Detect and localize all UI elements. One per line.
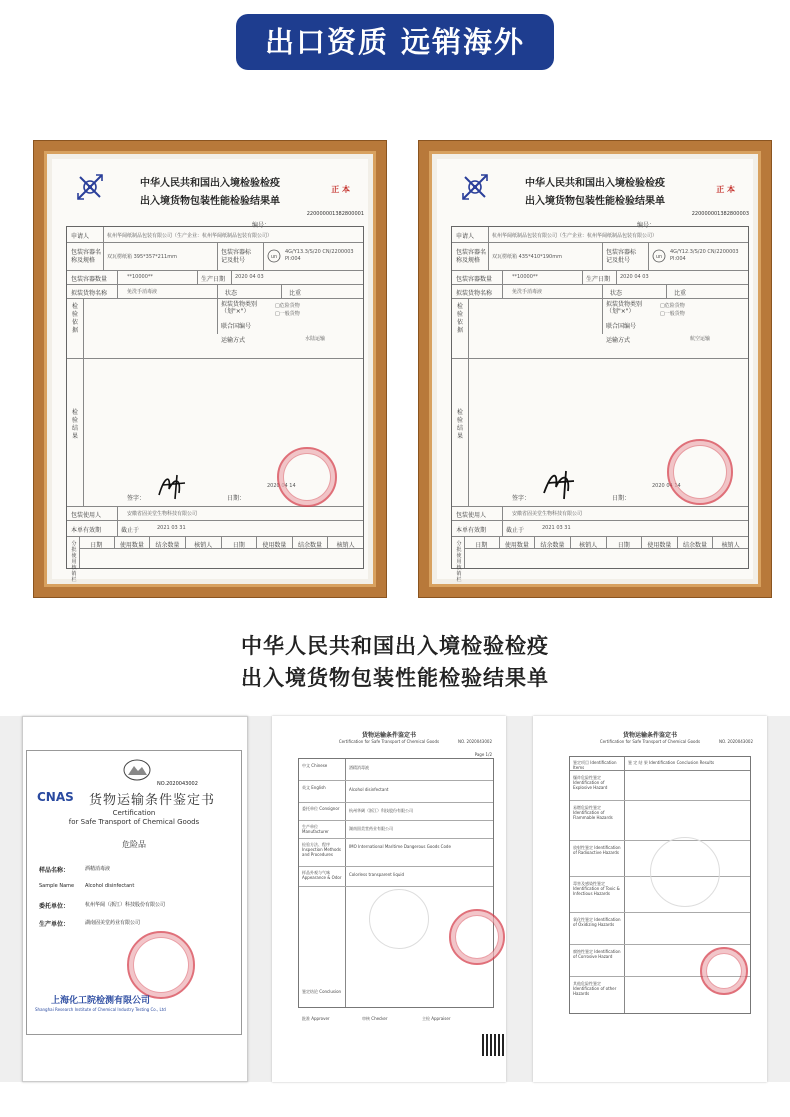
inspection-seal-icon [667, 439, 733, 505]
validity-label: 本单有效期 [456, 527, 487, 534]
report2-conclusion: 鉴定结论 Conclusion [302, 989, 342, 994]
col-remaining: 结余数量 [292, 537, 328, 548]
basis-label: 检验依据 [456, 303, 463, 334]
state-label: 状态 [610, 290, 623, 297]
mark-value: 4G/Y12.3/S/20 CN/2200003 PI:004 [670, 249, 739, 262]
qr-code-icon [482, 1034, 504, 1056]
report3-no: NO. 2020043002 [719, 739, 753, 744]
un-label: 联合国编号 [221, 323, 252, 330]
maker-value: 湖南固美堂药业有限公司 [85, 920, 141, 926]
validity-text: 截止于 [506, 527, 525, 534]
batch-label: 分批使用核销栏 [71, 541, 77, 583]
signature-icon [155, 471, 195, 501]
report2-subtitle: Certification for Safe Transport of Chemical Goods [338, 739, 440, 744]
result-label: 检验结果 [71, 409, 78, 440]
sample-en-value: Alcohol disinfectant [85, 883, 135, 889]
cert-table [66, 226, 364, 583]
report-title-en2: for Safe Transport of Chemical Goods [68, 818, 200, 826]
prod-date-value: 2020 04 03 [620, 274, 649, 280]
sign-date: 2020 04 14 [267, 483, 296, 489]
report3-seal-icon [700, 947, 748, 995]
date-label: 日期： [612, 495, 631, 502]
cnas-logo-icon [37, 789, 81, 805]
report3-item: 毒害及感染性鉴定 Identification of Toxic & Infectious Hazards [573, 881, 620, 896]
transport-value: 水陆运输 [305, 336, 326, 342]
cert-serial: 220000001382800001 [306, 211, 364, 217]
report2-seal-icon [449, 909, 505, 965]
report-page-1 [272, 716, 506, 1082]
prod-date-label: 生产日期 [201, 276, 226, 283]
inspection-seal-icon [277, 447, 337, 507]
report2-table [298, 758, 494, 1008]
col-date: 日期 [90, 542, 103, 549]
certificate-right [437, 159, 753, 583]
mark-label: 包装容器标记及批号 [221, 249, 252, 264]
qty-value: **10000** [512, 274, 538, 280]
package-label: 包装容器名称及规格 [71, 249, 102, 264]
batch-label: 分批使用核销栏 [456, 541, 462, 583]
state-label: 状态 [225, 290, 238, 297]
col-remaining: 结余数量 [534, 537, 570, 548]
svg-text:un: un [270, 254, 278, 260]
user-value: 安徽省固美堂生物科技有限公司 [127, 511, 198, 517]
cert-no-label: 编号： [252, 222, 271, 229]
report3-header-left: 鉴定项目 Identification Items [573, 760, 617, 770]
col-verifier: 核销人 [327, 537, 363, 548]
sign-label: 签字： [127, 495, 146, 502]
un-label: 联合国编号 [606, 323, 637, 330]
category-label: 拟装货物类别（划"×"） [221, 301, 258, 315]
cert-serial: 220000001382800003 [691, 211, 749, 217]
report2-row-label: 中文 Chinese [302, 763, 328, 768]
col-used: 使用数量 [114, 537, 150, 548]
ratio-label: 比重 [674, 290, 687, 297]
package-label: 包装容器名称及规格 [456, 249, 487, 264]
goods-value: 免洗手消毒液 [127, 289, 158, 295]
goods-label: 拟装货物名称 [456, 290, 493, 297]
goods-value: 免洗手消毒液 [512, 289, 543, 295]
cert-title-line1: 中华人民共和国出入境检验检疫 [525, 178, 665, 189]
watermark-icon [369, 889, 429, 949]
col-verifier: 核销人 [712, 537, 748, 548]
un-symbol-icon [267, 249, 281, 263]
col-date: 日期 [606, 537, 642, 548]
prod-date-value: 2020 04 03 [235, 274, 264, 280]
category-label: 拟装货物类别（划"×"） [606, 301, 643, 315]
package-value: 双瓦楞纸箱 395*357*211mm [107, 254, 177, 260]
report3-item: 爆炸危险性鉴定 Identification of Explosive Hazard [573, 775, 608, 790]
report2-row-label: 样品外观与气味 Appearance & Odor [302, 870, 342, 880]
col-used: 使用数量 [256, 537, 292, 548]
general-option: □一般货物 [275, 311, 300, 317]
report3-item: 易燃危险性鉴定 Identification of Flammable Hazards [573, 805, 613, 820]
qty-label: 包装容器数量 [71, 276, 108, 283]
cert-title-line2: 出入境货物包装性能检验结果单 [140, 196, 280, 207]
col-verifier: 核销人 [570, 537, 606, 548]
report-no: NO.2020043002 [157, 781, 198, 787]
signature-icon [540, 467, 584, 501]
report2-row-label: 检验方法、程序 Inspection Methods and Procedures [302, 842, 342, 857]
institute-seal-icon [127, 931, 195, 999]
svg-text:CNAS: CNAS [37, 790, 74, 804]
prod-date-label: 生产日期 [586, 276, 611, 283]
goods-label: 拟装货物名称 [71, 290, 108, 297]
applicant-value: 杭州华阔纸制品包装有限公司（生产企业：杭州华阔纸制品包装有限公司） [492, 233, 658, 239]
watermark-icon [650, 837, 720, 907]
report2-row-label: 生产单位 Manufacturer [302, 824, 329, 834]
basis-label: 检验依据 [71, 303, 78, 334]
col-used: 使用数量 [499, 537, 535, 548]
report2-row-value: 杭州华阔（浙江）科技股份有限公司 [349, 808, 413, 813]
mountain-badge-icon [123, 759, 151, 781]
result-label: 检验结果 [456, 409, 463, 440]
valid-date: 2021 03 31 [542, 525, 571, 531]
transport-value: 航空运输 [690, 336, 711, 342]
certificate-frame-right [419, 141, 771, 597]
report-cover-border [26, 750, 242, 1035]
cert-no-label: 编号： [637, 222, 656, 229]
certificate-left [52, 159, 368, 583]
mark-value: 4G/Y13.3/S/20 CN/2200003 PI:004 [285, 249, 354, 262]
client-label: 委托单位： [39, 903, 70, 910]
sample-label: 样品名称： [39, 867, 70, 874]
original-mark: 正 本 [716, 185, 735, 194]
cert-title-line1: 中华人民共和国出入境检验检疫 [140, 178, 280, 189]
date-label: 日期： [227, 495, 246, 502]
report3-item: 腐蚀性鉴定 Identification of Corrosive Hazard [573, 949, 621, 959]
report2-row-value: Alcohol disinfectant [349, 787, 389, 792]
report3-item: 放射性鉴定 Identification of Radioactive Hazards [573, 845, 621, 855]
maker-label: 生产单位： [39, 921, 70, 928]
report2-row-label: 委托单位 Consignor [302, 806, 340, 811]
sample-en-label: Sample Name [39, 883, 75, 889]
qty-value: **10000** [127, 274, 153, 280]
col-verifier: 核销人 [185, 537, 221, 548]
report2-checker: 审核 Checker [362, 1016, 388, 1021]
validity-label: 本单有效期 [71, 527, 102, 534]
applicant-label: 申请人 [456, 233, 475, 240]
svg-text:un: un [655, 254, 663, 260]
sample-value: 酒精消毒液 [85, 866, 111, 872]
un-symbol-icon [652, 249, 666, 263]
report2-row-label: 英文 English [302, 785, 326, 790]
report2-approver: 批准 Approver [302, 1016, 330, 1021]
col-date: 日期 [221, 537, 257, 548]
dangerous-option: □危险货物 [275, 303, 300, 309]
report2-row-value: IMO International Maritime Dangerous Goods Code [349, 844, 451, 849]
report2-title: 货物运输条件鉴定书 [361, 732, 416, 739]
report2-no: NO. 2020043002 [458, 739, 492, 744]
applicant-value: 杭州华阔纸制品包装有限公司（生产企业：杭州华阔纸制品包装有限公司） [107, 233, 273, 239]
certificate-frame-left [34, 141, 386, 597]
col-date: 日期 [475, 542, 488, 549]
user-label: 包装使用人 [71, 512, 102, 519]
valid-date: 2021 03 31 [157, 525, 186, 531]
report3-header-right: 鉴 定 结 果 Identification Conclusion Results [628, 760, 715, 765]
sign-label: 签字： [512, 495, 531, 502]
report3-table [569, 756, 751, 1014]
cert-title-line2: 出入境货物包装性能检验结果单 [525, 196, 665, 207]
institute-en: Shanghai Research Institute of Chemical Industry Testing Co., Ltd [35, 1007, 166, 1012]
report2-row-value: 湖南固美堂药业有限公司 [349, 826, 393, 831]
package-value: 双瓦楞纸箱 435*410*190mm [492, 254, 562, 260]
report-title-en1: Certification [112, 809, 156, 817]
transport-label: 运输方式 [221, 337, 246, 344]
col-used: 使用数量 [641, 537, 677, 548]
validity-text: 截止于 [121, 527, 140, 534]
report3-item: 其他危险性鉴定 Identification of other Hazards [573, 981, 617, 996]
report2-page: Page 1/2 [474, 752, 492, 757]
general-option: □一般货物 [660, 311, 685, 317]
report-category: 危险品 [122, 840, 146, 849]
report2-appraiser: 主检 Appraiser [422, 1016, 451, 1021]
cert-table [451, 226, 749, 583]
applicant-label: 申请人 [71, 233, 90, 240]
report3-item: 氧化性鉴定 Identification of Oxidizing Hazards [573, 917, 621, 927]
client-value: 杭州华阔（浙江）科技股份有限公司 [85, 902, 166, 908]
report2-row-value: 酒精消毒液 [349, 765, 369, 770]
col-remaining: 结余数量 [677, 537, 713, 548]
section-title-line1: 中华人民共和国出入境检验检疫 [241, 634, 549, 658]
report-page-2 [533, 716, 767, 1082]
transport-label: 运输方式 [606, 337, 631, 344]
col-remaining: 结余数量 [149, 537, 185, 548]
institute-cn: 上海化工院检测有限公司 [51, 996, 151, 1006]
section-title-line2: 出入境货物包装性能检验结果单 [241, 666, 549, 690]
report3-title: 货物运输条件鉴定书 [622, 732, 677, 739]
report-title-cn: 货物运输条件鉴定书 [89, 793, 216, 808]
user-label: 包装使用人 [456, 512, 487, 519]
report3-subtitle: Certification for Safe Transport of Chemical Goods [599, 739, 701, 744]
mark-label: 包装容器标记及批号 [606, 249, 637, 264]
ratio-label: 比重 [289, 290, 302, 297]
report2-row-value: Colorless transparent liquid [349, 872, 405, 877]
sign-date: 2020 04 14 [652, 483, 681, 489]
user-value: 安徽省固美堂生物科技有限公司 [512, 511, 583, 517]
dangerous-option: □危险货物 [660, 303, 685, 309]
page-banner: 出口资质 远销海外 [236, 14, 554, 70]
qty-label: 包装容器数量 [456, 276, 493, 283]
original-mark: 正 本 [331, 185, 350, 194]
